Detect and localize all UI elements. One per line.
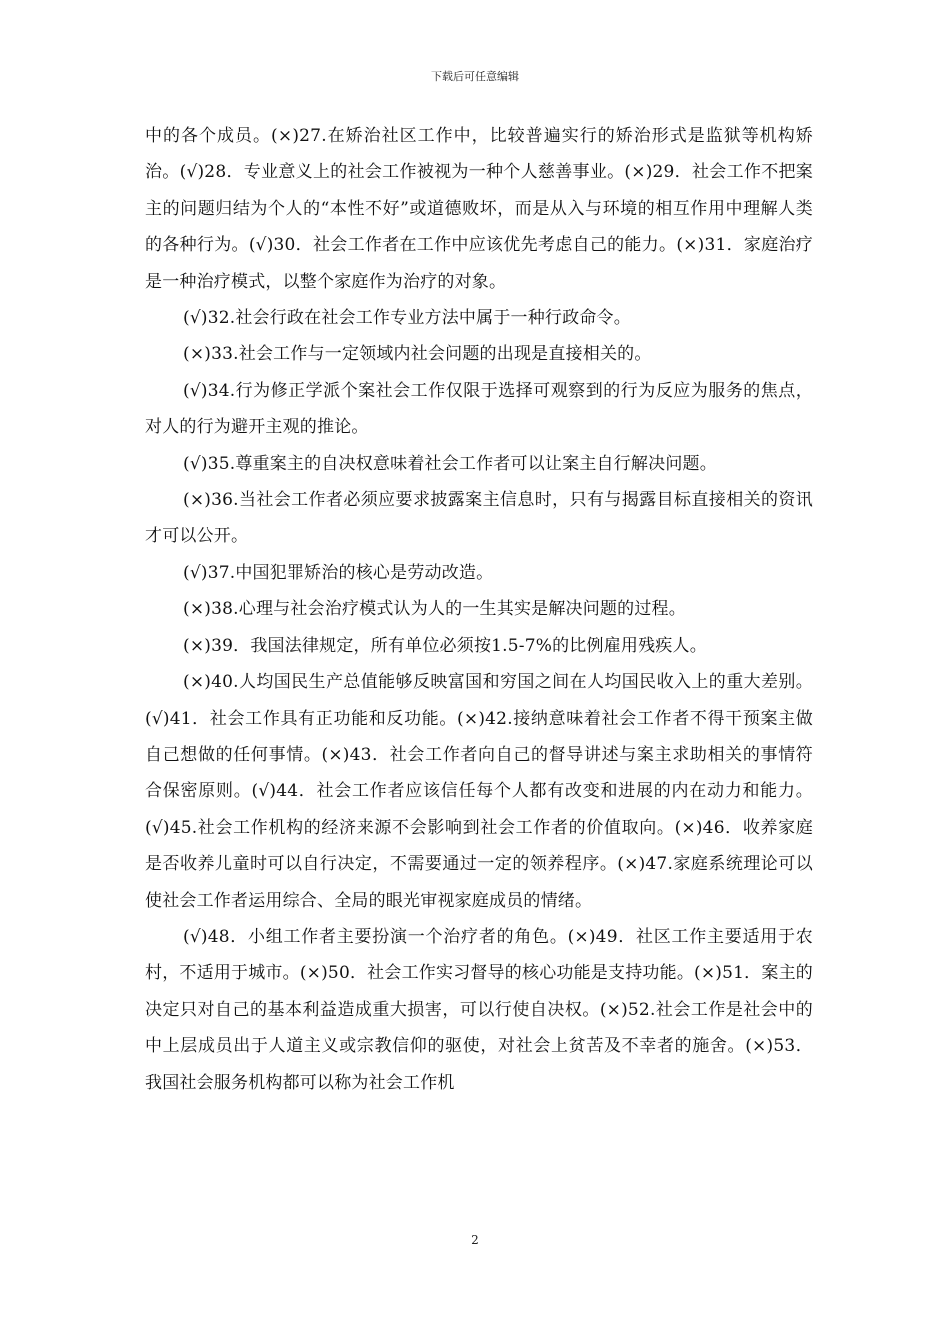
paragraph-1: 中的各个成员。(×)27.在矫治社区工作中，比较普遍实行的矫治形式是监狱等机构矫治。(√)28．专业意义上的社会工作被视为一种个人慈善事业。(×)29．社会工作不把案主的问题归结为个人的“本性不好”或道德败坏，而是从入与环境的相互作用中理解人类的各种行为。(√)30．社会工作者在工作中应该优先考虑自己的能力。(×)31．家庭治疗是一种治疗模式，以整个家庭作为治疗的对象。	[145, 126, 813, 292]
paragraph-3: (×)33.社会工作与一定领域内社会问题的出现是直接相关的。	[183, 344, 652, 365]
paragraph-2: (√)32.社会行政在社会工作专业方法中属于一种行政命令。	[183, 308, 631, 329]
paragraph-6: (×)36.当社会工作者必须应要求披露案主信息时，只有与揭露目标直接相关的资讯才可以公开。	[145, 490, 813, 547]
paragraph-7: (√)37.中国犯罪矫治的核心是劳动改造。	[183, 562, 494, 583]
paragraph-9: (×)39．我国法律规定，所有单位必须按1.5-7%的比例雇用残疾人。	[183, 635, 707, 656]
paragraph-11: (√)48．小组工作者主要扮演一个治疗者的角色。(×)49．社区工作主要适用于农村，不适用于城市。(×)50．社会工作实习督导的核心功能是支持功能。(×)51．案主的决定只对自己的基本利益造成重大损害，可以行使自决权。(×)52.社会工作是社会中的中上层成员出于人道主义或宗教信仰的驱使，对社会上贫苦及不幸者的施舍。(×)53．我国社会服务机构都可以称为社会工作机	[145, 926, 813, 1093]
page-header: 下载后可任意编辑	[431, 70, 519, 83]
page-number: 2	[471, 1233, 479, 1247]
paragraph-10: (×)40.人均国民生产总值能够反映富国和穷国之间在人均国民收入上的重大差别。(√)41．社会工作具有正功能和反功能。(×)42.接纳意味着社会工作者不得干预案主做自己想做的任何事情。(×)43．社会工作者向自己的督导讲述与案主求助相关的事情符合保密原则。(√)44．社会工作者应该信任每个人都有改变和进展的内在动力和能力。(√)45.社会工作机构的经济来源不会影响到社会工作者的价值取向。(×)46．收养家庭是否收养儿童时可以自行决定，不需要通过一定的领养程序。(×)47.家庭系统理论可以使社会工作者运用综合、全局的眼光审视家庭成员的情绪。	[145, 672, 813, 911]
paragraph-4: (√)34.行为修正学派个案社会工作仅限于选择可观察到的行为反应为服务的焦点，对人的行为避开主观的推论。	[145, 380, 813, 438]
paragraph-5: (√)35.尊重案主的自决权意味着社会工作者可以让案主自行解决问题。	[183, 453, 717, 474]
document-body	[145, 118, 813, 1101]
paragraph-8: (×)38.心理与社会治疗模式认为人的一生其实是解决问题的过程。	[183, 599, 686, 620]
